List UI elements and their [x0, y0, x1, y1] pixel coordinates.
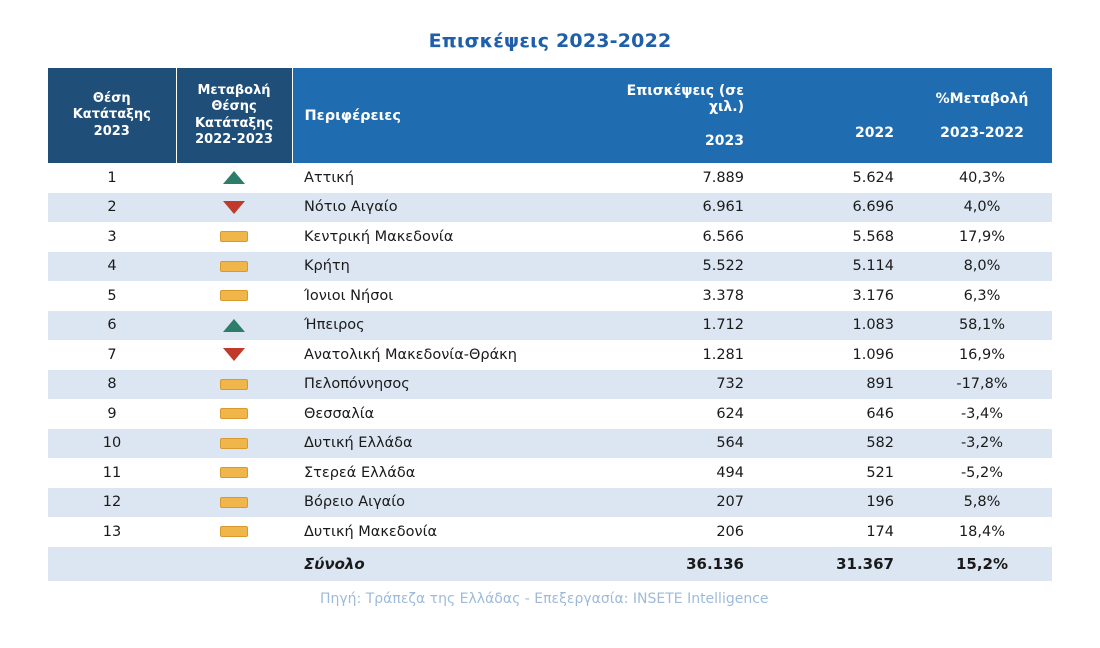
cell-visits-2023: 3.378 — [702, 287, 744, 304]
cell-visits-2023: 1.712 — [702, 317, 744, 334]
cell-visits-2022: 891 — [866, 376, 894, 393]
total-visits-2022: 31.367 — [836, 554, 894, 573]
cell-pct-change: -3,2% — [960, 435, 1004, 452]
column-header-rank — [48, 68, 176, 163]
cell-visits-2023: 206 — [716, 523, 744, 540]
total-pct-change: 15,2% — [955, 554, 1009, 573]
cell-pct-change: -17,8% — [956, 376, 1008, 393]
total-visits-2023: 36.136 — [686, 554, 744, 573]
cell-rank-change — [176, 281, 292, 311]
cell-visits-2023: 6.566 — [702, 228, 744, 245]
cell-rank: 6 — [107, 317, 117, 334]
cell-region: Κεντρική Μακεδονία — [304, 228, 454, 245]
cell-region: Βόρειο Αιγαίο — [304, 494, 405, 511]
cell-visits-2022: 3.176 — [852, 287, 894, 304]
table-container — [48, 68, 1052, 581]
total-label: Σύνολο — [304, 554, 365, 573]
cell-pct-change: 40,3% — [958, 169, 1006, 186]
rank-flat-icon — [220, 526, 248, 537]
cell-rank-change — [176, 311, 292, 341]
cell-pct-change: 6,3% — [963, 287, 1001, 304]
column-header-regions: Περιφέρειες — [292, 68, 612, 163]
cell-rank: 9 — [107, 405, 117, 422]
cell-rank-change — [176, 193, 292, 223]
cell-visits-2023: 6.961 — [702, 199, 744, 216]
cell-rank-change — [176, 399, 292, 429]
rank-down-icon — [223, 201, 245, 214]
cell-region: Δυτική Ελλάδα — [304, 435, 413, 452]
cell-region: Ήπειρος — [304, 317, 365, 334]
cell-rank: 7 — [107, 346, 117, 363]
table-row — [48, 311, 1052, 341]
rank-header-line2: Κατάταξης — [72, 107, 151, 123]
source-note: Πηγή: Τράπεζα της Ελλάδας - Επεξεργασία: INSETE Intelligence — [320, 590, 769, 607]
table-row — [48, 517, 1052, 547]
cell-rank-change — [176, 458, 292, 488]
rank-flat-icon — [220, 379, 248, 390]
cell-visits-2022: 5.114 — [852, 258, 894, 275]
table-row — [48, 429, 1052, 459]
cell-pct-change: 58,1% — [958, 317, 1006, 334]
cell-visits-2022: 1.083 — [852, 317, 894, 334]
rank-up-icon — [223, 319, 245, 332]
cell-region: Αττική — [304, 169, 355, 186]
column-header-visits-2023 — [612, 68, 762, 163]
cell-rank: 4 — [107, 258, 117, 275]
cell-pct-change: 8,0% — [963, 258, 1001, 275]
cell-rank-change — [176, 488, 292, 518]
cell-rank: 8 — [107, 376, 117, 393]
cell-visits-2023: 1.281 — [702, 346, 744, 363]
cell-visits-2022: 5.624 — [852, 169, 894, 186]
cell-rank: 5 — [107, 287, 117, 304]
cell-visits-2023: 732 — [716, 376, 744, 393]
cell-region: Πελοπόννησος — [304, 376, 410, 393]
cell-visits-2022: 174 — [866, 523, 894, 540]
cell-pct-change: 16,9% — [958, 346, 1006, 363]
cell-region: Ανατολική Μακεδονία-Θράκη — [304, 346, 517, 363]
cell-rank: 12 — [102, 494, 122, 511]
cell-rank: 13 — [102, 523, 122, 540]
cell-region: Ίονιοι Νήσοι — [304, 287, 394, 304]
rank-flat-icon — [220, 497, 248, 508]
rank-header-line3: 2023 — [93, 123, 130, 139]
table-row — [48, 370, 1052, 400]
cell-region: Στερεά Ελλάδα — [304, 464, 416, 481]
cell-rank: 3 — [107, 228, 117, 245]
cell-rank-change — [176, 340, 292, 370]
table-header — [48, 68, 1052, 163]
cell-visits-2022: 6.696 — [852, 199, 894, 216]
visits-2023-label: 2023 — [705, 132, 744, 149]
rank-flat-icon — [220, 231, 248, 242]
cell-pct-change: 17,9% — [958, 228, 1006, 245]
cell-rank: 2 — [107, 199, 117, 216]
cell-rank: 1 — [107, 169, 117, 186]
cell-pct-change: 18,4% — [958, 523, 1006, 540]
cell-visits-2023: 5.522 — [702, 258, 744, 275]
change-header-line4: 2022-2023 — [195, 131, 273, 147]
cell-visits-2023: 494 — [716, 464, 744, 481]
change-header-line1: Μεταβολή — [197, 83, 271, 98]
cell-pct-change: 4,0% — [963, 199, 1001, 216]
cell-pct-change: -3,4% — [960, 405, 1004, 422]
cell-visits-2023: 207 — [716, 494, 744, 511]
visits-2022-label: 2022 — [855, 124, 894, 141]
cell-region: Κρήτη — [304, 258, 350, 275]
total-change-spacer — [176, 547, 292, 581]
table-row — [48, 340, 1052, 370]
rank-header-line1: Θέση — [92, 91, 131, 107]
table-row — [48, 163, 1052, 193]
cell-visits-2022: 582 — [866, 435, 894, 452]
visits-table — [48, 68, 1052, 581]
cell-visits-2022: 196 — [866, 494, 894, 511]
cell-visits-2023: 564 — [716, 435, 744, 452]
cell-pct-change: 5,8% — [963, 494, 1001, 511]
rank-flat-icon — [220, 467, 248, 478]
rank-up-icon — [223, 171, 245, 184]
table-total-row — [48, 547, 1052, 581]
cell-rank: 11 — [102, 464, 122, 481]
column-header-pct-change — [912, 68, 1052, 163]
rank-flat-icon — [220, 438, 248, 449]
cell-rank-change — [176, 163, 292, 193]
cell-visits-2022: 521 — [866, 464, 894, 481]
cell-visits-2022: 5.568 — [852, 228, 894, 245]
column-header-visits-2022 — [762, 68, 912, 163]
cell-visits-2022: 646 — [866, 405, 894, 422]
cell-rank-change — [176, 429, 292, 459]
cell-region: Δυτική Μακεδονία — [304, 523, 438, 540]
table-row — [48, 222, 1052, 252]
cell-region: Νότιο Αιγαίο — [304, 199, 398, 216]
cell-pct-change: -5,2% — [960, 464, 1004, 481]
change-header-line2: Θέσης — [211, 99, 257, 115]
pct-header-bottom: 2023-2022 — [940, 124, 1024, 141]
cell-rank-change — [176, 517, 292, 547]
cell-visits-2023: 624 — [716, 405, 744, 422]
pct-header-top: %Μεταβολή — [935, 90, 1029, 107]
total-rank-spacer — [48, 547, 176, 581]
table-row — [48, 488, 1052, 518]
cell-rank-change — [176, 252, 292, 282]
table-body — [48, 163, 1052, 581]
cell-rank-change — [176, 222, 292, 252]
change-header-line3: Κατάταξης — [194, 115, 274, 131]
cell-rank-change — [176, 370, 292, 400]
cell-rank: 10 — [102, 435, 122, 452]
rank-flat-icon — [220, 408, 248, 419]
cell-visits-2023: 7.889 — [702, 169, 744, 186]
cell-visits-2022: 1.096 — [852, 346, 894, 363]
table-row — [48, 252, 1052, 282]
table-row — [48, 399, 1052, 429]
table-row — [48, 281, 1052, 311]
rank-flat-icon — [220, 290, 248, 301]
rank-down-icon — [223, 348, 245, 361]
cell-region: Θεσσαλία — [304, 405, 375, 422]
visits-group-label: Επισκέψεις (σε χιλ.) — [626, 82, 744, 115]
table-row — [48, 193, 1052, 223]
visits-group-spacer — [762, 91, 894, 107]
column-header-rank-change — [176, 68, 292, 163]
table-row — [48, 458, 1052, 488]
page-title: Επισκέψεις 2023-2022 — [428, 30, 672, 52]
rank-flat-icon — [220, 261, 248, 272]
